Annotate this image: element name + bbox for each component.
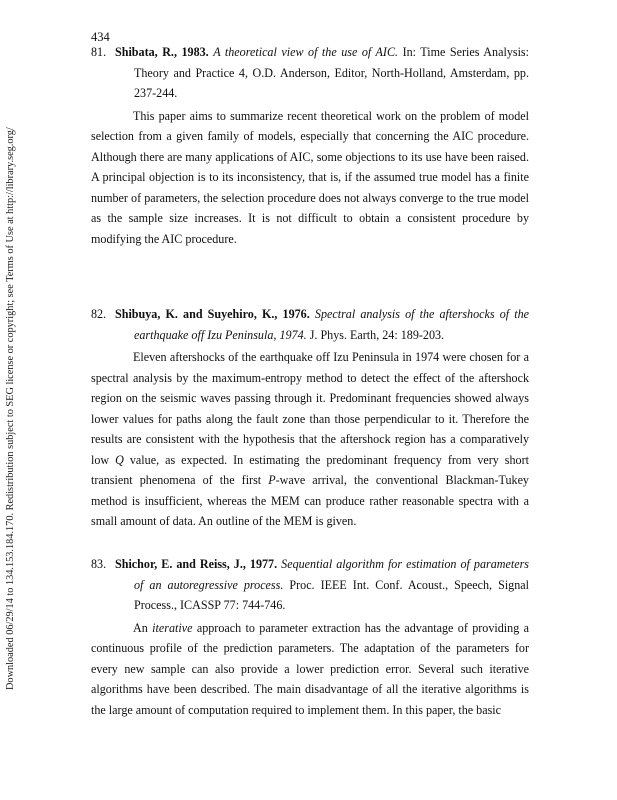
source: In: Time Series Analysis: Theory and Practice 4, O.D. Anderson, Editor, North-Holland, Amsterdam, pp. 237-244.	[134, 45, 529, 100]
citation	[91, 304, 529, 345]
abstract-text: An	[133, 620, 148, 635]
abstract-emphasis: iterative	[152, 620, 193, 635]
entry-number: 83.	[91, 557, 107, 571]
author: Shibuya, K. and Suyehiro, K., 1976.	[115, 307, 310, 321]
article-title: A theoretical view of the use of AIC.	[213, 45, 399, 59]
download-notice: Downloaded 06/29/14 to 134.153.184.170. Redistribution subject to SEG license or copyright; see Terms of Use at http://library.seg.org/	[5, 127, 16, 690]
source: Proc. IEEE Int. Conf. Acoust., Speech, Signal Process., ICASSP 77: 744-746.	[134, 577, 530, 612]
entry-number: 81.	[91, 45, 107, 59]
abstract-p-symbol: P	[268, 473, 276, 487]
reference-entry	[91, 304, 529, 532]
reference-entry	[91, 42, 529, 249]
page-number: 434	[91, 30, 110, 44]
abstract-text: approach to parameter extraction has the advantage of providing a continuous profile of the prediction parameters. The adaptation of the parameters for every new sample can also provide a lower prediction error. Several such iterative algorithms have been described. The main disadvantage of all the iterative algorithms is the large amount of computation required to implement them. In this paper, the basic	[91, 620, 529, 717]
abstract-q-symbol: Q	[115, 452, 124, 467]
abstract	[91, 618, 529, 721]
article-title: Sequential algorithm for estimation of parameters of an autoregressive process.	[134, 557, 530, 592]
abstract-text: -wave arrival, the conventional Blackman-Tukey method is insufficient, whereas the MEM can produce rather reasonable spectra with a small amount of data. An outline of the MEM is given.	[91, 473, 529, 528]
source: J. Phys. Earth, 24: 189-203.	[309, 327, 445, 342]
abstract	[91, 347, 529, 532]
reference-entry	[91, 554, 529, 720]
citation	[91, 42, 529, 104]
abstract-text: value, as expected. In estimating the predominant frequency from very short transient phenomena of the first	[91, 452, 529, 487]
article-title: Spectral analysis of the aftershocks of the earthquake off Izu Peninsula, 1974.	[134, 307, 530, 342]
author: Shibata, R., 1983.	[115, 45, 209, 59]
abstract-text: Eleven aftershocks of the earthquake off Izu Peninsula in 1974 were chosen for a spectral analysis by the maximum-entropy method to detect the effect of the aftershock region on the seismic waves passing through it. Predominant frequencies showed always lower values for paths along the fault zone than those perpendicular to it. Therefore the results are consistent with the hypothesis that the aftershock region has a comparatively low	[91, 350, 529, 467]
abstract: This paper aims to summarize recent theoretical work on the problem of model selection from a given family of models, especially that concerning the AIC procedure. Although there are many applications of AIC, some objections to its use have been raised. A principal objection is to its inconsistency, that is, if the assumed true model has a finite number of parameters, the selection procedure does not always converge to the true model as the sample size increases. It is not difficult to obtain a consistent procedure by modifying the AIC procedure.	[91, 108, 529, 246]
entry-number: 82.	[91, 307, 107, 321]
author: Shichor, E. and Reiss, J., 1977.	[115, 557, 278, 571]
citation	[91, 554, 529, 616]
